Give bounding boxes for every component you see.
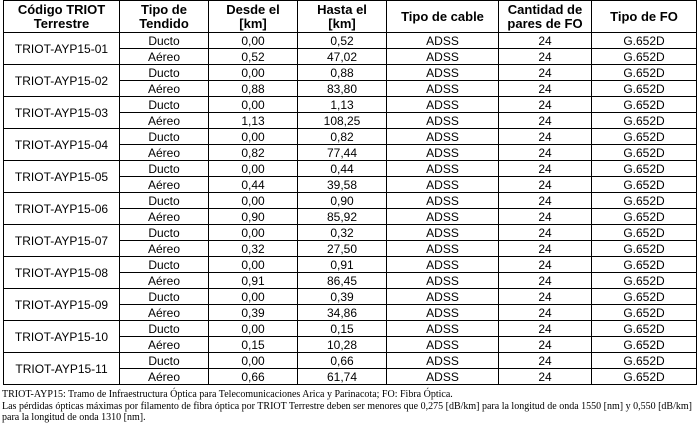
cell-pares: 24 <box>499 353 592 369</box>
cell-pares: 24 <box>499 193 592 209</box>
cell-desde: 0,00 <box>209 257 298 273</box>
cell-desde: 0,00 <box>209 321 298 337</box>
cell-pares: 24 <box>499 129 592 145</box>
cell-tendido: Ducto <box>120 129 209 145</box>
cell-desde: 0,00 <box>209 353 298 369</box>
table-row <box>4 129 697 145</box>
cell-cable: ADSS <box>387 129 499 145</box>
cell-codigo: TRIOT-AYP15-02 <box>4 65 120 97</box>
cell-tendido: Aéreo <box>120 273 209 289</box>
cell-tendido: Ducto <box>120 193 209 209</box>
cell-fo: G.652D <box>592 337 697 353</box>
cell-cable: ADSS <box>387 321 499 337</box>
cell-pares: 24 <box>499 113 592 129</box>
cell-pares: 24 <box>499 241 592 257</box>
cell-fo: G.652D <box>592 81 697 97</box>
table-row <box>4 65 697 81</box>
cell-desde: 0,00 <box>209 289 298 305</box>
cell-desde: 0,91 <box>209 273 298 289</box>
cell-hasta: 47,02 <box>298 49 387 65</box>
cell-pares: 24 <box>499 209 592 225</box>
cell-cable: ADSS <box>387 33 499 49</box>
cell-hasta: 0,44 <box>298 161 387 177</box>
cell-cable: ADSS <box>387 305 499 321</box>
cell-tendido: Aéreo <box>120 49 209 65</box>
cell-desde: 0,66 <box>209 369 298 385</box>
cell-pares: 24 <box>499 161 592 177</box>
cell-cable: ADSS <box>387 369 499 385</box>
cell-fo: G.652D <box>592 369 697 385</box>
cell-fo: G.652D <box>592 113 697 129</box>
cell-pares: 24 <box>499 177 592 193</box>
cell-pares: 24 <box>499 145 592 161</box>
cell-desde: 0,00 <box>209 225 298 241</box>
cell-codigo: TRIOT-AYP15-06 <box>4 193 120 225</box>
cell-cable: ADSS <box>387 97 499 113</box>
table-row <box>4 33 697 49</box>
table-row <box>4 353 697 369</box>
cell-tendido: Aéreo <box>120 305 209 321</box>
cell-fo: G.652D <box>592 273 697 289</box>
cell-tendido: Aéreo <box>120 337 209 353</box>
note-optical-losses: Las pérdidas ópticas máximas por filamento de fibra óptica por TRIOT Terrestre deben ser menores que 0,275 [dB/km] para la longitud de onda 1550 [nm] y 0,550 [dB/km] para la longitud de onda 1310 [nm]. <box>2 400 692 423</box>
cell-hasta: 0,66 <box>298 353 387 369</box>
table-row <box>4 161 697 177</box>
cell-cable: ADSS <box>387 257 499 273</box>
cell-cable: ADSS <box>387 49 499 65</box>
cell-fo: G.652D <box>592 321 697 337</box>
cell-hasta: 0,82 <box>298 129 387 145</box>
cell-fo: G.652D <box>592 161 697 177</box>
header-desde: Desde el [km] <box>209 1 298 33</box>
cell-tendido: Aéreo <box>120 241 209 257</box>
cell-fo: G.652D <box>592 193 697 209</box>
cell-fo: G.652D <box>592 33 697 49</box>
cell-cable: ADSS <box>387 241 499 257</box>
cell-desde: 0,39 <box>209 305 298 321</box>
cell-fo: G.652D <box>592 145 697 161</box>
cell-desde: 0,82 <box>209 145 298 161</box>
cell-tendido: Ducto <box>120 353 209 369</box>
cell-pares: 24 <box>499 81 592 97</box>
cell-tendido: Ducto <box>120 257 209 273</box>
cell-hasta: 1,13 <box>298 97 387 113</box>
cell-cable: ADSS <box>387 113 499 129</box>
cell-desde: 0,00 <box>209 97 298 113</box>
cell-cable: ADSS <box>387 177 499 193</box>
cell-cable: ADSS <box>387 161 499 177</box>
cell-cable: ADSS <box>387 209 499 225</box>
cell-codigo: TRIOT-AYP15-09 <box>4 289 120 321</box>
cell-hasta: 0,91 <box>298 257 387 273</box>
cell-codigo: TRIOT-AYP15-05 <box>4 161 120 193</box>
header-cantidad-pares: Cantidad de pares de FO <box>499 1 592 33</box>
cell-pares: 24 <box>499 305 592 321</box>
cell-codigo: TRIOT-AYP15-07 <box>4 225 120 257</box>
header-codigo: Código TRIOT Terrestre <box>4 1 120 33</box>
cell-fo: G.652D <box>592 289 697 305</box>
cell-cable: ADSS <box>387 273 499 289</box>
cell-fo: G.652D <box>592 241 697 257</box>
cell-fo: G.652D <box>592 257 697 273</box>
table-notes <box>2 389 698 424</box>
cell-cable: ADSS <box>387 145 499 161</box>
cell-tendido: Ducto <box>120 65 209 81</box>
cell-tendido: Aéreo <box>120 177 209 193</box>
note-abbreviations: TRIOT-AYP15: Tramo de Infraestructura Óptica para Telecomunicaciones Arica y Parinacota; FO: Fibra Óptica. <box>2 389 453 400</box>
cell-desde: 0,00 <box>209 129 298 145</box>
cell-fo: G.652D <box>592 177 697 193</box>
cell-pares: 24 <box>499 337 592 353</box>
cell-codigo: TRIOT-AYP15-10 <box>4 321 120 353</box>
cell-tendido: Ducto <box>120 33 209 49</box>
cell-hasta: 108,25 <box>298 113 387 129</box>
cell-fo: G.652D <box>592 209 697 225</box>
cell-fo: G.652D <box>592 97 697 113</box>
cell-pares: 24 <box>499 289 592 305</box>
cell-tendido: Aéreo <box>120 369 209 385</box>
cell-tendido: Aéreo <box>120 145 209 161</box>
cell-codigo: TRIOT-AYP15-03 <box>4 97 120 129</box>
cell-hasta: 85,92 <box>298 209 387 225</box>
cell-desde: 0,15 <box>209 337 298 353</box>
cell-cable: ADSS <box>387 225 499 241</box>
header-tendido: Tipo de Tendido <box>120 1 209 33</box>
cell-hasta: 0,52 <box>298 33 387 49</box>
cell-hasta: 0,32 <box>298 225 387 241</box>
cell-hasta: 61,74 <box>298 369 387 385</box>
cell-tendido: Ducto <box>120 321 209 337</box>
header-hasta: Hasta el [km] <box>298 1 387 33</box>
cell-cable: ADSS <box>387 193 499 209</box>
cell-fo: G.652D <box>592 305 697 321</box>
table-row <box>4 193 697 209</box>
cell-hasta: 0,15 <box>298 321 387 337</box>
cell-codigo: TRIOT-AYP15-04 <box>4 129 120 161</box>
cell-codigo: TRIOT-AYP15-08 <box>4 257 120 289</box>
cell-hasta: 83,80 <box>298 81 387 97</box>
cell-fo: G.652D <box>592 225 697 241</box>
cell-cable: ADSS <box>387 289 499 305</box>
cell-desde: 0,00 <box>209 65 298 81</box>
table-row <box>4 321 697 337</box>
cell-desde: 0,00 <box>209 161 298 177</box>
cell-desde: 0,00 <box>209 33 298 49</box>
cell-pares: 24 <box>499 49 592 65</box>
cell-hasta: 0,39 <box>298 289 387 305</box>
cell-pares: 24 <box>499 273 592 289</box>
cell-hasta: 86,45 <box>298 273 387 289</box>
cell-fo: G.652D <box>592 353 697 369</box>
cell-fo: G.652D <box>592 129 697 145</box>
cell-tendido: Ducto <box>120 225 209 241</box>
cell-pares: 24 <box>499 225 592 241</box>
cell-hasta: 0,90 <box>298 193 387 209</box>
cell-desde: 1,13 <box>209 113 298 129</box>
cell-fo: G.652D <box>592 65 697 81</box>
cell-hasta: 10,28 <box>298 337 387 353</box>
cell-pares: 24 <box>499 33 592 49</box>
cell-tendido: Aéreo <box>120 81 209 97</box>
cell-desde: 0,52 <box>209 49 298 65</box>
table-row <box>4 289 697 305</box>
fiber-optic-table <box>3 0 697 385</box>
cell-desde: 0,44 <box>209 177 298 193</box>
header-tipo-fo: Tipo de FO <box>592 1 697 33</box>
cell-hasta: 0,88 <box>298 65 387 81</box>
cell-hasta: 34,86 <box>298 305 387 321</box>
cell-pares: 24 <box>499 257 592 273</box>
cell-codigo: TRIOT-AYP15-11 <box>4 353 120 385</box>
table-row <box>4 257 697 273</box>
table-row <box>4 97 697 113</box>
cell-hasta: 27,50 <box>298 241 387 257</box>
cell-cable: ADSS <box>387 65 499 81</box>
cell-tendido: Aéreo <box>120 209 209 225</box>
cell-pares: 24 <box>499 369 592 385</box>
cell-hasta: 77,44 <box>298 145 387 161</box>
cell-tendido: Aéreo <box>120 113 209 129</box>
cell-pares: 24 <box>499 97 592 113</box>
cell-tendido: Ducto <box>120 161 209 177</box>
cell-pares: 24 <box>499 65 592 81</box>
cell-pares: 24 <box>499 321 592 337</box>
cell-desde: 0,90 <box>209 209 298 225</box>
cell-tendido: Ducto <box>120 289 209 305</box>
table-row <box>4 225 697 241</box>
header-tipo-cable: Tipo de cable <box>387 1 499 33</box>
cell-desde: 0,00 <box>209 193 298 209</box>
table-header-row <box>4 1 697 33</box>
table-body <box>4 33 697 385</box>
cell-tendido: Ducto <box>120 97 209 113</box>
cell-desde: 0,88 <box>209 81 298 97</box>
cell-codigo: TRIOT-AYP15-01 <box>4 33 120 65</box>
cell-cable: ADSS <box>387 81 499 97</box>
cell-hasta: 39,58 <box>298 177 387 193</box>
cell-cable: ADSS <box>387 337 499 353</box>
cell-cable: ADSS <box>387 353 499 369</box>
cell-desde: 0,32 <box>209 241 298 257</box>
cell-fo: G.652D <box>592 49 697 65</box>
